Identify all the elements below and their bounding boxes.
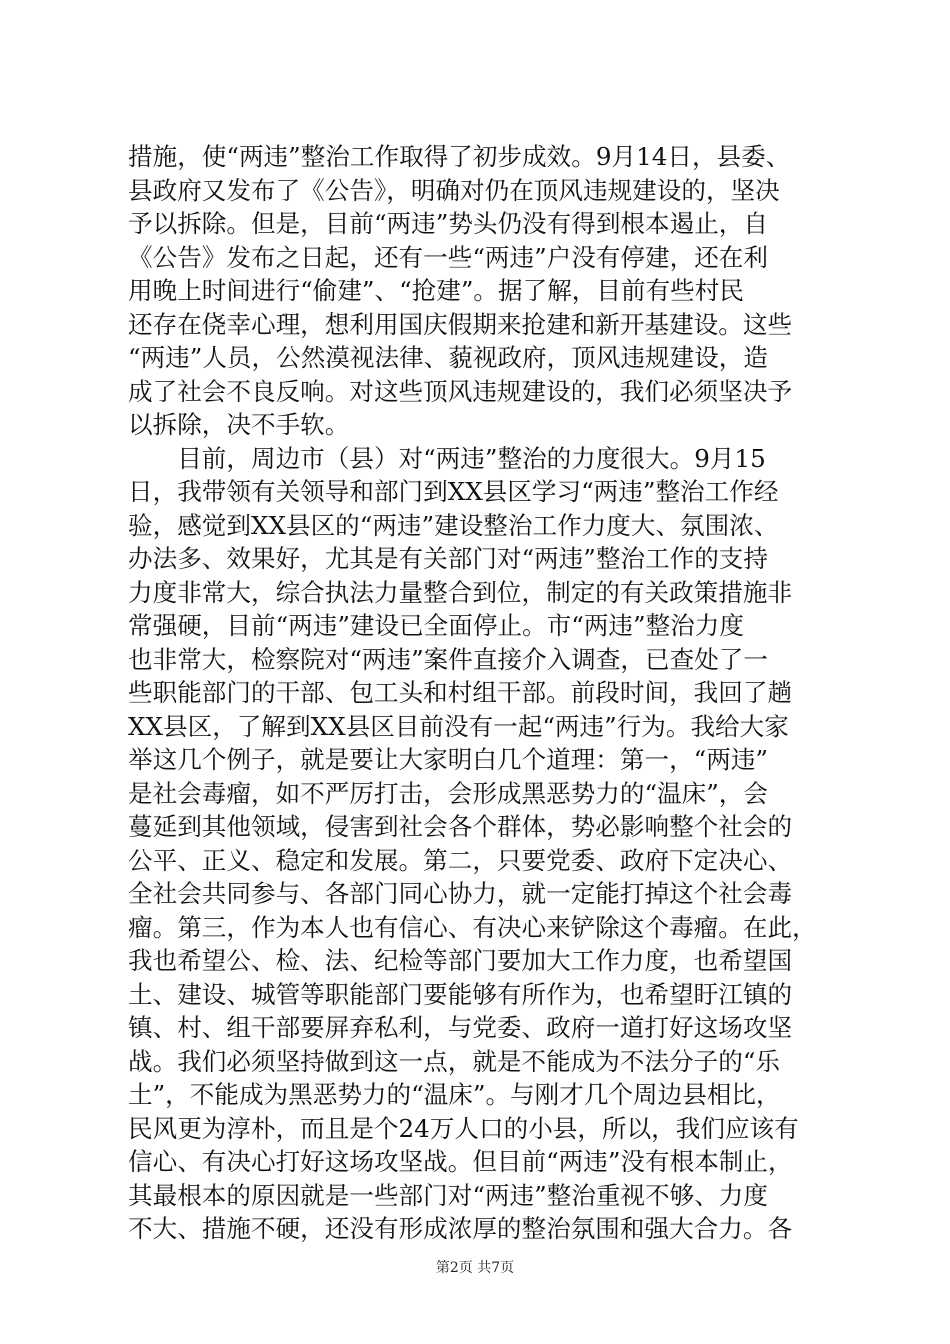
text-line: 蔓延到其他领域，侵害到社会各个群体，势必影响整个社会的 [128,812,793,841]
text-line: 成了社会不良反响。对这些顶风违规建设的，我们必须坚决予 [128,376,793,406]
text-line: 县政府又发布了《公告》，明确对仍在顶风违规建设的，坚决 [128,175,780,205]
text-line: 我也希望公、检、法、纪检等部门要加大工作力度，也希望国 [128,946,793,975]
text-line: 验，感觉到XX县区的“两违”建设整治工作力度大、氛围浓、 [128,510,779,540]
text-line: 土、建设、城管等职能部门要能够有所作为，也希望盱江镇的 [128,979,793,1009]
text-line: 民风更为淳朴，而且是个24万人口的小县，所以，我们应该有 [128,1113,799,1143]
text-line: 常强硬，目前“两违”建设已全面停止。市“两违”整治力度 [128,611,744,640]
text-line: 其最根本的原因就是一些部门对“两违”整治重视不够、力度 [128,1180,768,1210]
text-line: 《公告》发布之日起，还有一些“两违”户没有停建，还在利 [128,242,768,272]
page-number: 第2页 共7页 [435,1260,515,1276]
text-line: 目前，周边市（县）对“两违”整治的力度很大。9月15 [128,443,766,473]
text-line: 是社会毒瘤，如不严厉打击，会形成黑恶势力的“温床”，会 [128,778,768,808]
text-line: 信心、有决心打好这场攻坚战。但目前“两违”没有根本制止， [128,1147,793,1176]
text-line: 也非常大，检察院对“两违”案件直接介入调查，已查处了一 [128,644,768,674]
text-line: 用晚上时间进行“偷建”、“抢建”。据了解，目前有些村民 [128,276,744,305]
text-line: 措施，使“两违”整治工作取得了初步成效。9月14日，县委、 [128,142,791,171]
text-line: 土”，不能成为黑恶势力的“温床”。与刚才几个周边县相比， [128,1080,781,1109]
text-line: 力度非常大，综合执法力量整合到位，制定的有关政策措施非 [128,577,793,607]
text-line: 全社会共同参与、各部门同心协力，就一定能打掉这个社会毒 [128,879,793,908]
text-line: 不大、措施不硬，还没有形成浓厚的整治氛围和强大合力。各 [128,1214,793,1243]
text-line: 镇、村、组干部要屏弃私利，与党委、政府一道打好这场攻坚 [128,1013,793,1042]
text-line: 予以拆除。但是，目前“两违”势头仍没有得到根本遏止，自 [128,209,768,238]
text-line: 些职能部门的干部、包工头和村组干部。前段时间，我回了趟 [128,678,793,707]
text-line: “两违”人员，公然漠视法律、藐视政府，顶风违规建设，造 [128,343,768,372]
text-line: 公平、正义、稳定和发展。第二，只要党委、政府下定决心、 [128,845,793,875]
text-line: 举这几个例子，就是要让大家明白几个道理：第一，“两违” [128,745,768,774]
text-line: 以拆除，决不手软。 [128,410,350,439]
text-line: 日，我带领有关领导和部门到XX县区学习“两违”整治工作经 [128,477,779,506]
text-line: 战。我们必须坚持做到这一点，就是不能成为不法分子的“乐 [128,1046,781,1076]
text-line: 瘤。第三，作为本人也有信心、有决心来铲除这个毒瘤。在此， [128,912,817,942]
text-line: XX县区，了解到XX县区目前没有一起“两违”行为。我给大家 [128,711,789,741]
text-line: 还存在侥幸心理，想利用国庆假期来抢建和新开基建设。这些 [128,309,793,339]
text-line: 办法多、效果好，尤其是有关部门对“两违”整治工作的支持 [128,544,768,573]
